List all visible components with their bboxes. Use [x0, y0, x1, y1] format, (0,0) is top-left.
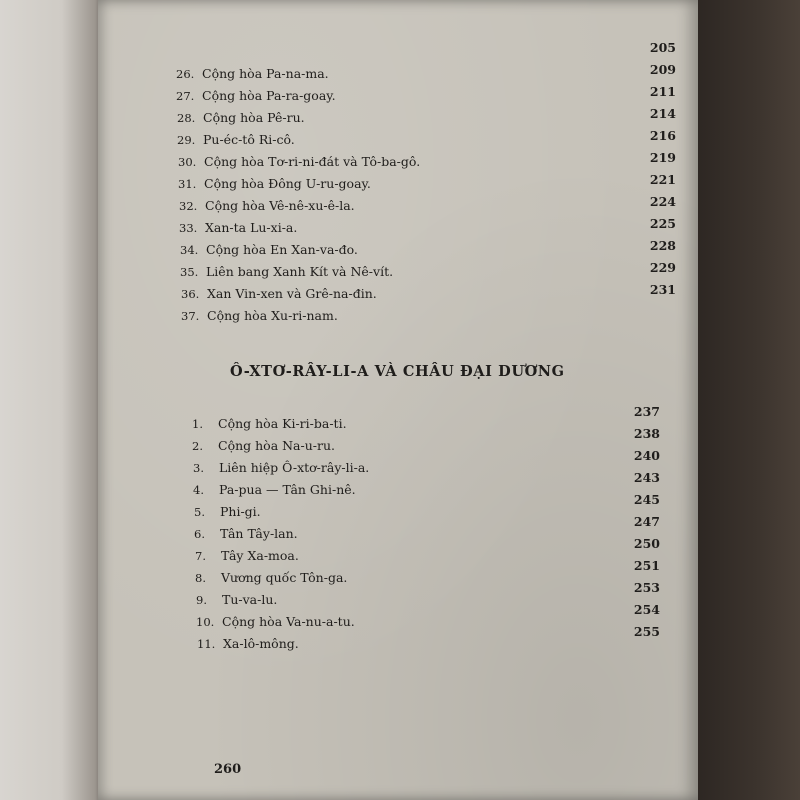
page-number: 229: [649, 260, 676, 275]
toc-entry: 9. Tu-va-lu.: [196, 592, 278, 607]
page-number: 243: [633, 470, 660, 485]
page-number: 231: [649, 282, 676, 297]
section-heading: Ô-XTƠ-RÂY-LI-A VÀ CHÂU ĐẠI DƯƠNG: [230, 363, 565, 380]
toc-entry: 4. Pa-pua — Tân Ghi-nê.: [193, 482, 356, 497]
page-number: 228: [649, 238, 676, 253]
toc-entry: 10. Cộng hòa Va-nu-a-tu.: [196, 614, 355, 629]
toc-entry: 8. Vương quốc Tôn-ga.: [195, 570, 348, 585]
page-number: 214: [649, 106, 676, 121]
toc-entry: 1. Cộng hòa Ki-ri-ba-ti.: [192, 416, 347, 431]
page-number: 247: [633, 514, 660, 529]
toc-entry: 26. Cộng hòa Pa-na-ma.: [176, 66, 329, 81]
background-right: [688, 0, 800, 800]
toc-entry: 34. Cộng hòa En Xan-va-đo.: [180, 242, 358, 257]
page-number: 254: [633, 602, 660, 617]
toc-entry: 2. Cộng hòa Na-u-ru.: [192, 438, 336, 453]
toc-entry: 11. Xa-lô-mông.: [197, 636, 299, 651]
toc-entry: 37. Cộng hòa Xu-ri-nam.: [181, 308, 338, 323]
page-number: 225: [649, 216, 676, 231]
page-number: 221: [649, 172, 676, 187]
toc-entry: 28. Cộng hòa Pê-ru.: [177, 110, 305, 125]
toc-entry: 27. Cộng hòa Pa-ra-goay.: [176, 88, 336, 103]
page-number: 238: [633, 426, 660, 441]
toc-entry: 31. Cộng hòa Đông U-ru-goay.: [178, 176, 371, 191]
page-number: 240: [633, 448, 660, 463]
toc-entry: 32. Cộng hòa Vê-nê-xu-ê-la.: [179, 198, 355, 213]
page-number: 219: [649, 150, 676, 165]
toc-entry: 3. Liên hiệp Ô-xtơ-rây-li-a.: [193, 460, 370, 475]
page-number: 250: [633, 536, 660, 551]
toc-entry: 29. Pu-éc-tô Ri-cô.: [177, 132, 295, 147]
page-number: 245: [633, 492, 660, 507]
toc-entry: 35. Liên bang Xanh Kít và Nê-vít.: [180, 264, 394, 279]
page-number: 255: [633, 624, 660, 639]
page-number: 237: [633, 404, 660, 419]
page-number: 211: [649, 84, 676, 99]
book-page: [98, 0, 698, 800]
toc-entry: 7. Tây Xa-moa.: [195, 548, 299, 563]
page-number: 253: [633, 580, 660, 595]
page-number: 216: [649, 128, 676, 143]
toc-entry: 30. Cộng hòa Tơ-ri-ni-đát và Tô-ba-gô.: [178, 154, 421, 169]
page-number: 224: [649, 194, 676, 209]
toc-entry: 6. Tân Tây-lan.: [194, 526, 298, 541]
toc-entry: 33. Xan-ta Lu-xi-a.: [179, 220, 298, 235]
toc-entry: 36. Xan Vin-xen và Grê-na-đin.: [181, 286, 377, 301]
page-number: 205: [649, 40, 676, 55]
page-number: 251: [633, 558, 660, 573]
background-left: [0, 0, 112, 800]
page-number: 209: [649, 62, 676, 77]
footer-page-number: 260: [214, 762, 242, 777]
toc-entry: 5. Phi-gi.: [194, 504, 261, 519]
